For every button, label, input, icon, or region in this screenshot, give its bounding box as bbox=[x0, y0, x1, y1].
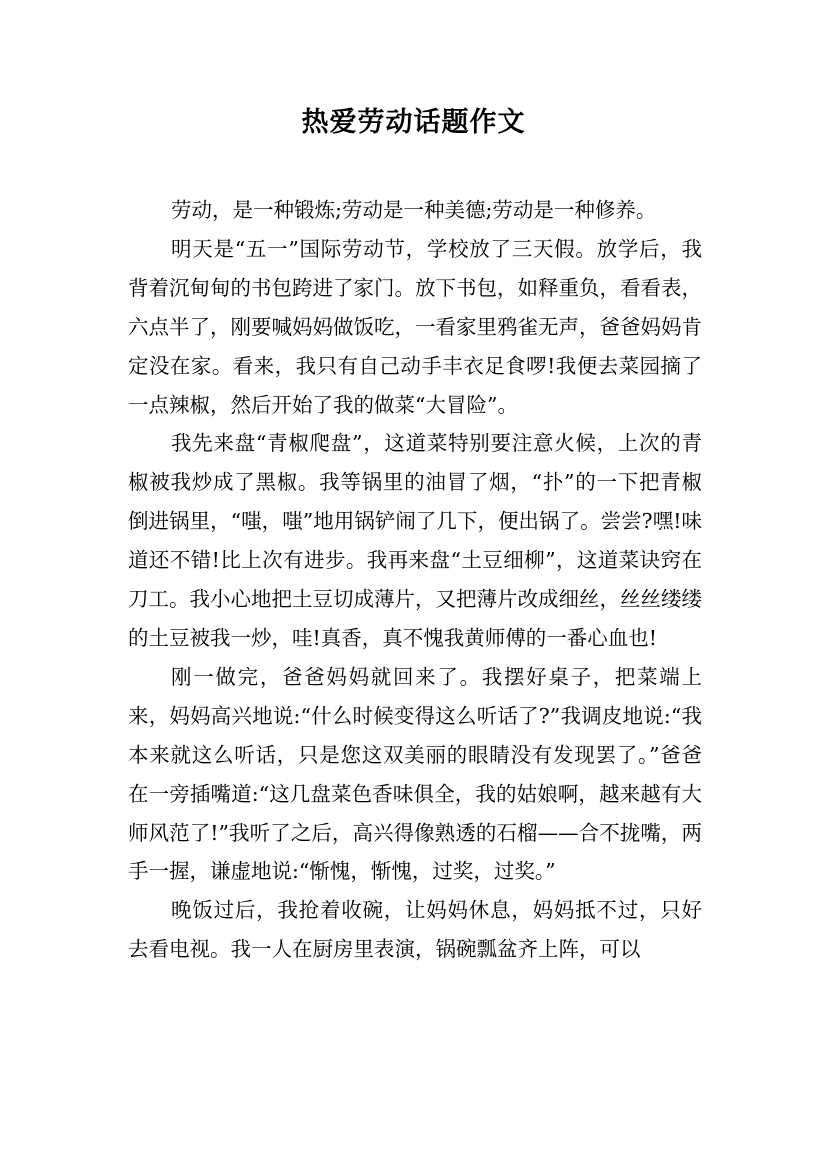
document-body bbox=[128, 191, 702, 969]
paragraph-4: 刚一做完，爸爸妈妈就回来了。我摆好桌子，把菜端上来，妈妈高兴地说:“什么时候变得这么听话了?”我调皮地说:“我本来就这么听话，只是您这双美丽的眼睛没有发现罢了。”爸爸在一旁插嘴道:“这几盘菜色香味俱全，我的姑娘啊，越来越有大师风范了!”我听了之后，高兴得像熟透的石榴——合不拢嘴，两手一握，谦虚地说:“惭愧，惭愧，过奖，过奖。” bbox=[128, 664, 702, 884]
document-title: 热爱劳动话题作文 bbox=[301, 107, 526, 138]
paragraph-2: 明天是“五一”国际劳动节，学校放了三天假。放学后，我背着沉甸甸的书包跨进了家门。放下书包，如释重负，看看表，六点半了，刚要喊妈妈做饭吃，一看家里鸦雀无声，爸爸妈妈肯定没在家。看来，我只有自己动手丰衣足食啰!我便去菜园摘了一点辣椒，然后开始了我的做菜“大冒险”。 bbox=[128, 236, 702, 417]
paragraph-3: 我先来盘“青椒爬盘”，这道菜特别要注意火候，上次的青椒被我炒成了黑椒。我等锅里的油冒了烟，“扑”的一下把青椒倒进锅里，“嗤，嗤”地用锅铲闹了几下，便出锅了。尝尝?嘿!味道还不错!比上次有进步。我再来盘“土豆细柳”，这道菜诀窍在刀工。我小心地把土豆切成薄片，又把薄片改成细丝，丝丝缕缕的土豆被我一炒，哇!真香，真不愧我黄师傅的一番心血也! bbox=[128, 431, 702, 650]
paragraph-1: 劳动，是一种锻炼;劳动是一种美德;劳动是一种修养。 bbox=[171, 198, 657, 222]
paragraph-5: 晚饭过后，我抢着收碗，让妈妈休息，妈妈抵不过，只好去看电视。我一人在厨房里表演，锅碗瓢盆齐上阵，可以 bbox=[128, 898, 702, 962]
